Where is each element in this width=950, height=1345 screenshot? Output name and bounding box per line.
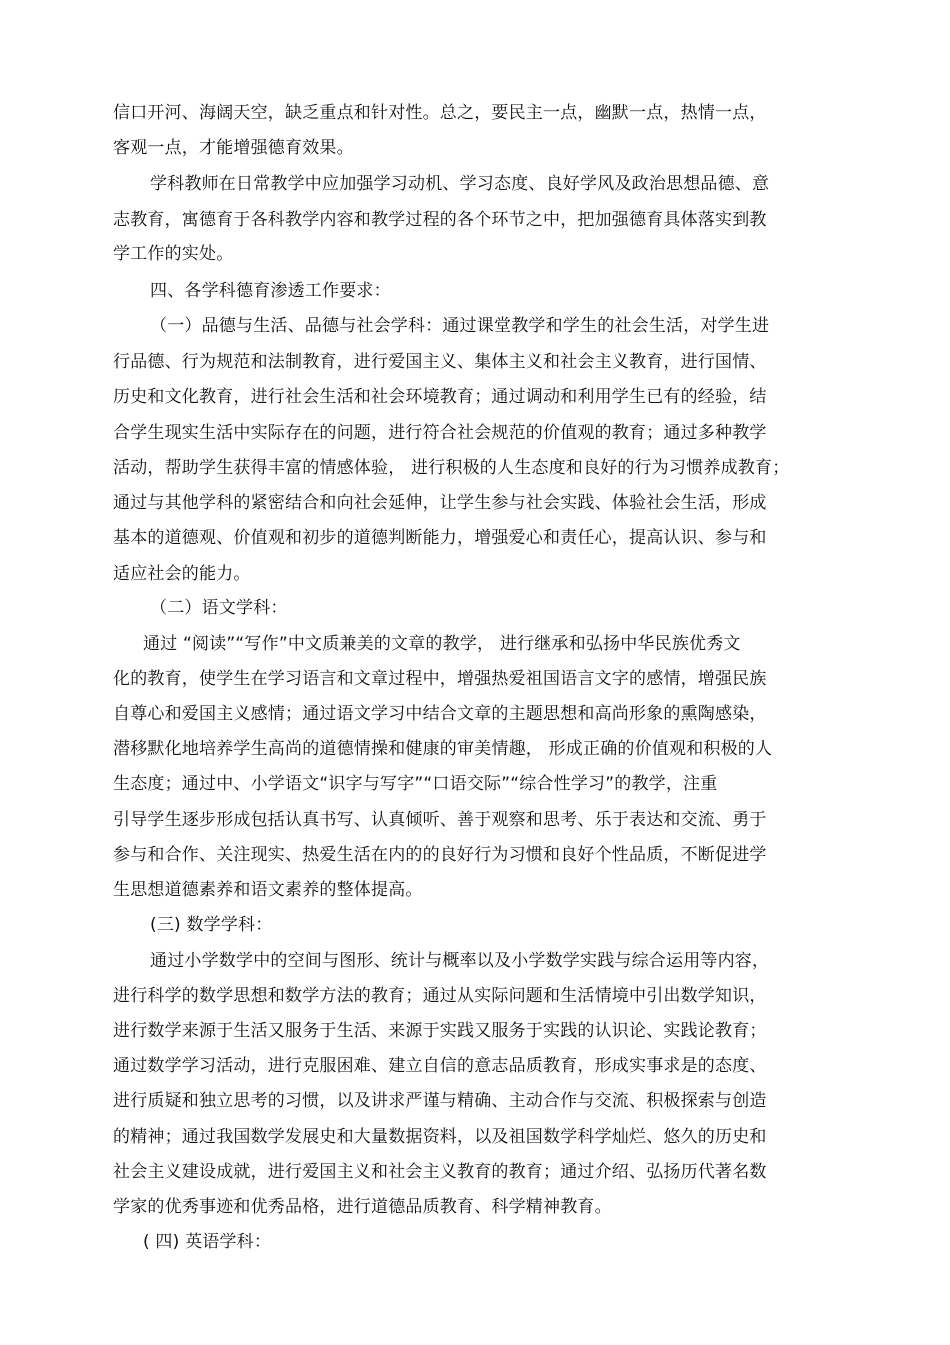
text-line: 基本的道德观、价值观和初步的道德判断能力，增强爱心和责任心，提高认识、参与和	[113, 528, 767, 548]
text-line: 自尊心和爱国主义感情；通过语文学习中结合文章的主题思想和高尚形象的熏陶感染，	[113, 704, 767, 724]
text-line: 进行质疑和独立思考的习惯，以及讲求严谨与精确、主动合作与交流、积极探索与创造	[113, 1091, 767, 1111]
text-line: 参与和合作、关注现实、热爱生活在内的的良好行为习惯和良好个性品质，不断促进学	[113, 845, 767, 865]
text-line: 化的教育，使学生在学习语言和文章过程中，增强热爱祖国语言文字的感情，增强民族	[113, 669, 767, 689]
text-line: 进行数学来源于生活又服务于生活、来源于实践又服务于实践的认识论、实践论教育；	[113, 1021, 767, 1041]
text-line: 通过与其他学科的紧密结合和向社会延伸，让学生参与社会实践、体验社会生活，形成	[113, 493, 767, 513]
subsection-heading: （一）品德与生活、品德与社会学科：通过课堂教学和学生的社会生活，对学生进	[150, 316, 770, 336]
text-line: 生思想道德素养和语文素养的整体提高。	[113, 880, 423, 900]
text-line: 志教育，寓德育于各科教学内容和教学过程的各个环节之中，把加强德育具体落实到教	[113, 210, 767, 230]
text-line: 通过数学学习活动，进行克服困难、建立自信的意志品质教育，形成实事求是的态度、	[113, 1056, 767, 1076]
text-line: 生态度；通过中、小学语文“识字与写字”“口语交际”“综合性学习”的教学，注重	[113, 774, 718, 794]
text-line: 学家的优秀事迹和优秀品格，进行道德品质教育、科学精神教育。	[113, 1197, 612, 1217]
section-heading: 四、各学科德育渗透工作要求：	[150, 281, 391, 301]
text-line: 的精神；通过我国数学发展史和大量数据资料，以及祖国数学科学灿烂、悠久的历史和	[113, 1127, 767, 1147]
text-line: 活动，帮助学生获得丰富的情感体验， 进行积极的人生态度和良好的行为习惯养成教育；	[113, 458, 790, 478]
text-line: 社会主义建设成就，进行爱国主义和社会主义教育的教育；通过介绍、弘扬历代著名数	[113, 1162, 767, 1182]
text-line: 通过小学数学中的空间与图形、统计与概率以及小学数学实践与综合运用等内容，	[150, 951, 770, 971]
subsection-heading: （二）语文学科：	[150, 598, 288, 618]
subsection-heading: ( 四) 英语学科：	[143, 1232, 272, 1252]
text-line: 合学生现实生活中实际存在的问题，进行符合社会规范的价值观的教育；通过多种教学	[113, 423, 767, 443]
text-line: 历史和文化教育，进行社会生活和社会环境教育；通过调动和利用学生已有的经验，结	[113, 387, 767, 407]
text-line: 进行科学的数学思想和数学方法的教育；通过从实际问题和生活情境中引出数学知识，	[113, 986, 767, 1006]
text-line: 通过 “阅读”“写作”中文质兼美的文章的教学， 进行继承和弘扬中华民族优秀文	[143, 634, 741, 654]
subsection-heading: (三) 数学学科：	[150, 915, 273, 935]
text-line: 潜移默化地培养学生高尚的道德情操和健康的审美情趣， 形成正确的价值观和积极的人	[113, 739, 773, 759]
text-line: 信口开河、海阔天空，缺乏重点和针对性。总之，要民主一点，幽默一点，热情一点，	[113, 103, 767, 123]
text-line: 客观一点，才能增强德育效果。	[113, 138, 354, 158]
text-line: 学科教师在日常教学中应加强学习动机、学习态度、良好学风及政治思想品德、意	[150, 174, 770, 194]
text-line: 适应社会的能力。	[113, 564, 251, 584]
text-line: 引导学生逐步形成包括认真书写、认真倾听、善于观察和思考、乐于表达和交流、勇于	[113, 810, 767, 830]
text-line: 学工作的实处。	[113, 244, 234, 264]
text-line: 行品德、行为规范和法制教育，进行爱国主义、集体主义和社会主义教育，进行国情、	[113, 352, 767, 372]
